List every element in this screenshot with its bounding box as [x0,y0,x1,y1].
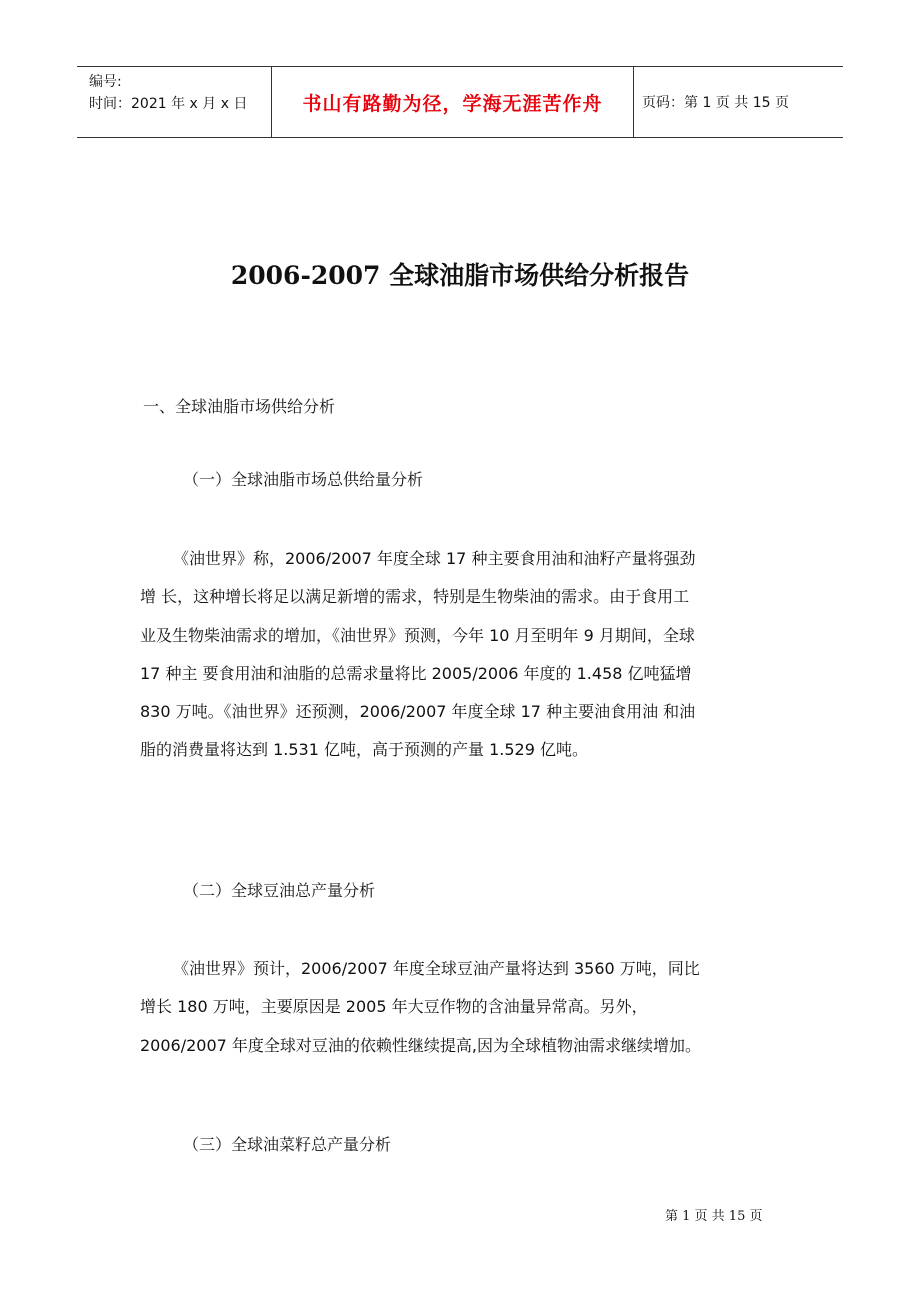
document-header [77,66,843,138]
paragraph-2 [140,950,782,1065]
date-label: 时间：2021 年 x 月 x 日 [89,96,248,112]
page-number-label: 页码：第 1 页 共 15 页 [642,95,789,111]
page-footer: 第 1 页 共 15 页 [665,1209,763,1224]
page-title: 2006-2007 全球油脂市场供给分析报告 [230,261,690,290]
paragraph-line: 脂的消费量将达到 1.531 亿吨，高于预测的产量 1.529 亿吨。 [140,740,588,760]
header-page-cell [634,67,843,137]
motto-text: 书山有路勤为径，学海无涯苦作舟 [302,92,603,115]
paragraph-line: 增长 180 万吨，主要原因是 2005 年大豆作物的含油量异常高。另外， [140,997,648,1017]
paragraph-line: 2006/2007 年度全球对豆油的依赖性继续提高,因为全球植物油需求继续增加。 [140,1035,702,1055]
subsection-heading-1: （一）全球油脂市场总供给量分析 [183,470,424,489]
section-heading-1: 一、全球油脂市场供给分析 [143,397,336,416]
serial-number-label: 编号: [89,74,122,90]
paragraph-line: 增 长，这种增长将足以满足新增的需求，特别是生物柴油的需求。由于食用工 [140,587,690,607]
header-motto-cell [272,67,634,137]
subsection-heading-3: （三）全球油菜籽总产量分析 [183,1135,392,1154]
header-meta-cell [77,67,272,137]
paragraph-1 [140,540,782,770]
paragraph-line: 《油世界》称，2006/2007 年度全球 17 种主要食用油和油籽产量将强劲 [173,549,696,568]
paragraph-line: 《油世界》预计，2006/2007 年度全球豆油产量将达到 3560 万吨，同比 [173,959,700,978]
paragraph-line: 业及生物柴油需求的增加，《油世界》预测，今年 10 月至明年 9 月期间，全球 [140,625,695,645]
subsection-heading-2: （二）全球豆油总产量分析 [183,881,376,900]
paragraph-line: 17 种主 要食用油和油脂的总需求量将比 2005/2006 年度的 1.458 亿吨猛增 [140,663,692,683]
paragraph-line: 830 万吨。《油世界》还预测，2006/2007 年度全球 17 种主要油食用油 和油 [140,702,696,722]
